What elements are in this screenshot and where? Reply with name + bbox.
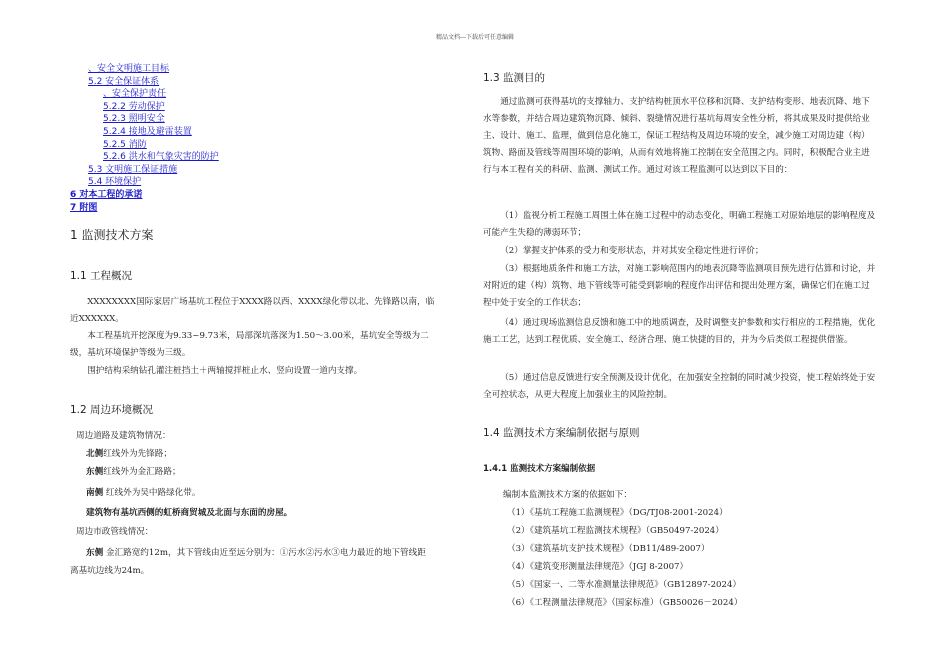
toc-link[interactable]: 5.2 安全保证体系 bbox=[88, 76, 160, 87]
text-line bbox=[86, 545, 426, 562]
toc-link[interactable]: 5.2.3 照明安全 bbox=[103, 114, 165, 125]
list-item: （4）通过现场监测信息反馈和施工中的地质调查，及时调整支护参数和实行相应的工程措施，优化施工工艺，达到工程优质、安全施工、经济合理、施工快捷的目的，并为今后类似工程提供借鉴。 bbox=[483, 318, 876, 345]
label: 东侧 bbox=[86, 467, 104, 477]
text-line: 编制本监测技术方案的依据如下： bbox=[503, 490, 632, 500]
list-item: （5）通过信息反馈进行安全预测及设计优化，在加强安全控制的同时减少投资，使工程始终处于安全可控状态，从更大程度上加强业主的风险控制。 bbox=[483, 373, 876, 400]
text: 红线外为金汇路路； bbox=[103, 467, 181, 477]
section-heading-1-4: 1.4 监测技术方案编制依据与原则 bbox=[483, 427, 640, 439]
toc-link[interactable]: 7 附图 bbox=[70, 202, 98, 213]
section-heading-1-2: 1.2 周边环境概况 bbox=[70, 404, 154, 416]
text-line: 周边道路及建筑物情况： bbox=[76, 431, 171, 441]
toc-link[interactable]: 5.4 环境保护 bbox=[88, 177, 142, 188]
text: 红线外为先锋路； bbox=[103, 449, 172, 459]
label: 北侧 bbox=[86, 449, 104, 459]
text-line bbox=[86, 485, 200, 502]
text-line: 离基坑边线为24m。 bbox=[70, 566, 150, 576]
text-line bbox=[86, 464, 181, 481]
section-title: 1 监测技术方案 bbox=[70, 228, 154, 242]
toc-link[interactable]: 6 对本工程的承诺 bbox=[70, 189, 143, 200]
reference-item: （3）《建筑基坑支护技术规程》（DB11/489-2007） bbox=[507, 544, 710, 554]
paragraph: 通过监测可获得基坑的支撑轴力、支护结构桩顶水平位移和沉降、支护结构变形、地表沉降、地下水等参数，并结合周边建筑物沉降、倾斜、裂缝情况进行基坑每周安全性分析，将其成果及时提供给业主、设计、施工、监理，做到信息化施工，保证工程结构及周边环境的安全，减少施工对周边建（构）筑物、路面及管线等周围环境的影响，从而有效地将施工控制在安全范围之内。同时，积极配合业主进行与本工程有关的科研、监测、测试工作。通过对该工程监测可以达到以下目的： bbox=[483, 97, 870, 175]
text-line bbox=[86, 446, 172, 463]
paragraph: 本工程基坑开挖深度为9.33~9.73米，局部深坑落深为1.50～3.00米，基坑安全等级为二级，基坑环境保护等级为三级。 bbox=[70, 331, 429, 358]
text-line: 周边市政管线情况： bbox=[76, 527, 154, 537]
toc-link[interactable]: 5.3 文明施工保证措施 bbox=[88, 164, 178, 175]
page-header-note: 精品文档---下载后可任意编辑 bbox=[435, 34, 515, 41]
table-of-contents bbox=[70, 63, 330, 214]
section-heading-1-4-1: 1.4.1 监测技术方案编制依据 bbox=[483, 464, 596, 474]
section-heading-1-3: 1.3 监测目的 bbox=[483, 72, 546, 84]
text-line bbox=[86, 505, 292, 522]
label: 南侧 bbox=[86, 488, 104, 498]
toc-link[interactable]: 、安全保护责任 bbox=[103, 89, 167, 100]
reference-item: （1）《基坑工程施工监测规程》（DG/TJ08-2001-2024） bbox=[507, 508, 728, 518]
label: 东侧 bbox=[86, 548, 104, 558]
list-item: （1）监视分析工程施工周围土体在施工过程中的动态变化，明确工程施工对原始地层的影响程度及可能产生失稳的薄弱环节； bbox=[483, 211, 876, 238]
toc-link[interactable]: 、安全文明施工目标 bbox=[88, 64, 170, 74]
reference-item: （2）《建筑基坑工程监测技术规程》（GB50497-2024） bbox=[507, 526, 724, 536]
reference-item: （4）《建筑变形测量法律规范》（JGJ 8-2007） bbox=[507, 562, 689, 572]
toc-link[interactable]: 5.2.6 洪水和气象灾害的防护 bbox=[103, 152, 219, 163]
toc-link[interactable]: 5.2.4 接地及避雷装置 bbox=[103, 126, 192, 137]
list-item: （2）掌握支护体系的受力和变形状态，并对其安全稳定性进行评价； bbox=[500, 246, 764, 256]
toc-link[interactable]: 5.2.2 劳动保护 bbox=[103, 101, 165, 112]
toc-link[interactable]: 5.2.5 消防 bbox=[103, 139, 147, 150]
section-heading-1-1: 1.1 工程概况 bbox=[70, 270, 133, 282]
paragraph: 围护结构采纳钻孔灌注桩挡土＋两轴搅拌桩止水、竖向设置一道内支撑。 bbox=[87, 366, 363, 376]
text: 红线外为吴中路绿化带。 bbox=[103, 488, 201, 498]
paragraph: XXXXXXXX国际家居广场基坑工程位于XXXX路以西、XXXX绿化带以北、先锋路以南，临近XXXXXX。 bbox=[70, 297, 435, 324]
list-item: （3）根据地质条件和施工方法，对施工影响范围内的地表沉降等监测项目预先进行估算和讨论，并对附近的建（构）筑物、地下管线等可能受到影响的程度作出评估和提出处理方案，确保它们在施工过程中处于安全的工作状态； bbox=[483, 264, 876, 308]
text: 金汇路宽约12m，其下管线由近至远分别为：①污水②污水③电力最近的地下管线距 bbox=[103, 548, 426, 558]
reference-item: （5）《国家一、二等水准测量法律规范》（GB12897-2024） bbox=[507, 580, 742, 590]
building-note: 建筑物有基坑西侧的虹桥商贸城及北面与东面的房屋。 bbox=[86, 508, 293, 518]
reference-item: （6）《工程测量法律规范》（国家标准）（GB50026－2024） bbox=[507, 598, 743, 608]
